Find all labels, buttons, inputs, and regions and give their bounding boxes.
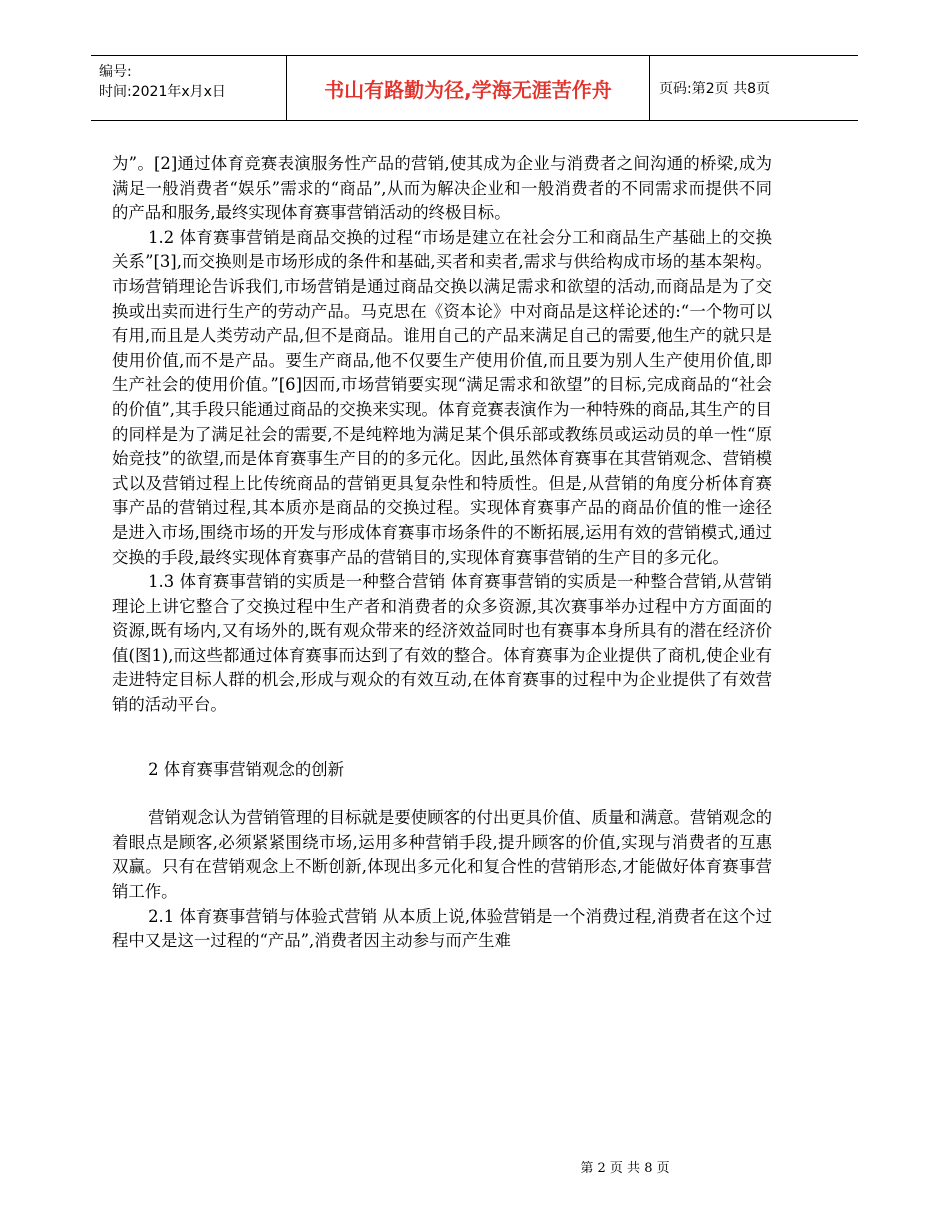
document-number-label: 编号:: [99, 64, 132, 80]
document-time-label: 时间:2021年x月x日: [99, 84, 226, 100]
header-page-number: 页码:第2页 共8页: [659, 81, 770, 97]
paragraph-section-2-1: 2.1 体育赛事营销与体验式营销 从本质上说,体验营销是一个消费过程,消费者在这个过程中又是这一过程的“产品”,消费者因主动参与而产生难: [112, 906, 772, 951]
paragraph-continuation: 为”。[2]通过体育竞赛表演服务性产品的营销,使其成为企业与消费者之间沟通的桥梁,成为满足一般消费者“娱乐”需求的“商品”,从而为解决企业和一般消费者的不同需求而提供不同的产品和服务,最终实现体育赛事营销活动的终极目标。: [112, 154, 772, 223]
header-meta: [91, 56, 286, 120]
document-body: [112, 152, 772, 954]
header-motto: 书山有路勤为径,学海无涯苦作舟: [286, 56, 650, 120]
footer-page-number: 第 2 页 共 8 页: [580, 1161, 670, 1176]
page-footer: [0, 1157, 950, 1176]
paragraph-section-1-2: 1.2 体育赛事营销是商品交换的过程“市场是建立在社会分工和商品生产基础上的交换关系”[3],而交换则是市场形成的条件和基础,买者和卖者,需求与供给构成市场的基本架构。市场营销理论告诉我们,市场营销是通过商品交换以满足需求和欲望的活动,而商品是为了交换或出卖而进行生产的劳动产品。马克思在《资本论》中对商品是这样论述的:“一个物可以有用,而且是人类劳动产品,但不是商品。谁用自己的产品来满足自己的需要,他生产的就只是使用价值,而不是产品。要生产商品,他不仅要生产使用价值,而且要为别人生产使用价值,即生产社会的使用价值。”[6]因而,市场营销要实现“满足需求和欲望”的目标,完成商品的“社会的价值”,其手段只能通过商品的交换来实现。体育竞赛表演作为一种特殊的商品,其生产的目的同样是为了满足社会的需要,不是纯粹地为满足某个俱乐部或教练员或运动员的单一性“原始竞技”的欲望,而是体育赛事生产目的的多元化。因此,虽然体育赛事在其营销观念、营销模式以及营销过程上比传统商品的营销更具复杂性和特质性。但是,从营销的角度分析体育赛事产品的营销过程,其本质亦是商品的交换过程。实现体育赛事产品的商品价值的惟一途径是进入市场,围绕市场的开发与形成体育赛事市场条件的不断拓展,运用有效的营销模式,通过交换的手段,最终实现体育赛事产品的营销目的,实现体育赛事营销的生产目的多元化。: [112, 227, 772, 567]
paragraph-section-2-intro: 营销观念认为营销管理的目标就是要使顾客的付出更具价值、质量和满意。营销观念的着眼点是顾客,必须紧紧围绕市场,运用多种营销手段,提升顾客的价值,实现与消费者的互惠双赢。只有在营销观念上不断创新,体现出多元化和复合性的营销形态,才能做好体育赛事营销工作。: [112, 808, 772, 902]
page-header: [91, 55, 858, 121]
section-heading-2: 2 体育赛事营销观念的创新: [148, 759, 345, 779]
paragraph-section-1-3: 1.3 体育赛事营销的实质是一种整合营销 体育赛事营销的实质是一种整合营销,从营销理论上讲它整合了交换过程中生产者和消费者的众多资源,其次赛事举办过程中方方面面的资源,既有场内,又有场外的,既有观众带来的经济效益同时也有赛事本身所具有的潜在经济价值(图1),而这些都通过体育赛事而达到了有效的整合。体育赛事为企业提供了商机,使企业有走进特定目标人群的机会,形成与观众的有效互动,在体育赛事的过程中为企业提供了有效营销的活动平台。: [112, 572, 772, 715]
